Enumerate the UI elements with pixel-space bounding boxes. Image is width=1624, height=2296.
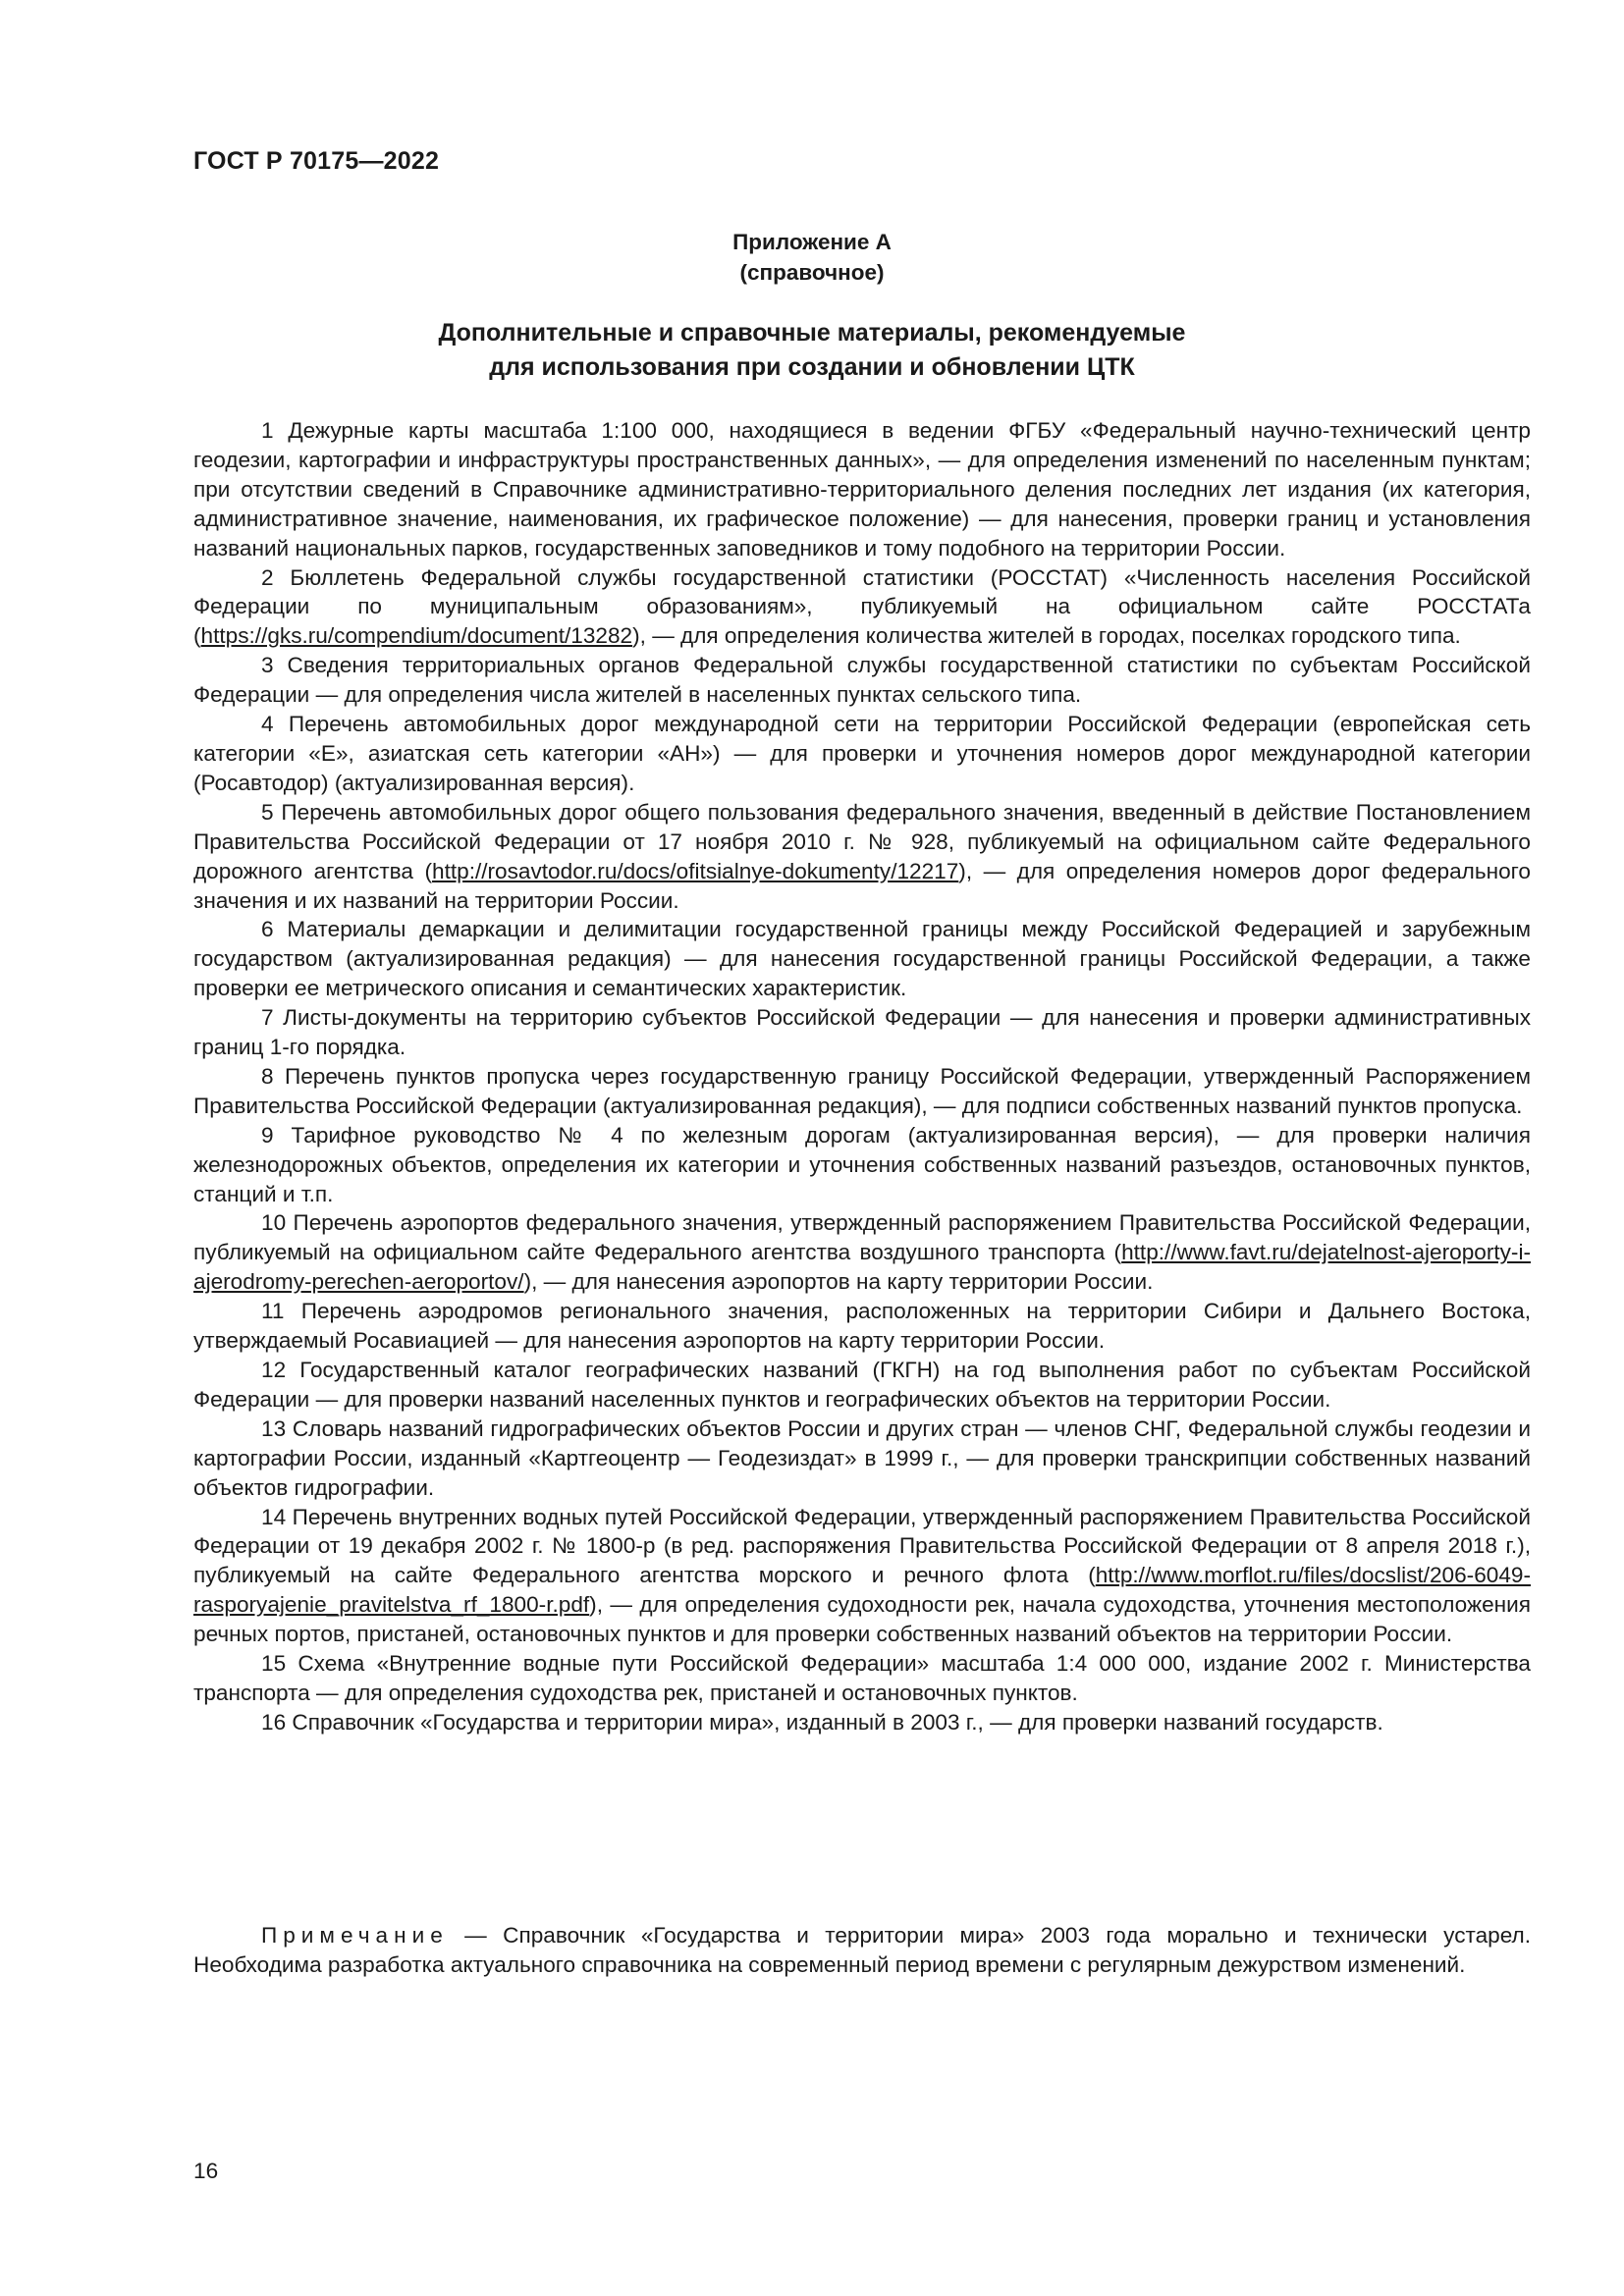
list-item-9: 9 Тарифное руководство № 4 по железным дорогам (актуализированная версия), — для проверки наличия железнодорожных объектов, определения их категории и уточнения собственных названий разъездов, остановочных пунктов, станций и т.п. (193, 1122, 1531, 1206)
rosstat-link[interactable]: https://gks.ru/compendium/document/13282 (200, 623, 633, 649)
note-label: Примечание (261, 1923, 449, 1948)
list-item-3: 3 Сведения территориальных органов Федеральной службы государственной статистики по субъектам Российской Федерации — для определения числа жителей в населенных пунктах сельского типа. (193, 653, 1531, 708)
list-item-2 (193, 563, 1531, 652)
list-item-2-text: 2 Бюллетень Федеральной службы государственной статистики (РОССТАТ) «Численность населения Российской Федерации по муниципальным образованиям», публикуемый на официальном сайте РОССТАТа ( (193, 564, 1531, 649)
list-item-2-text-end: ), — для определения количества жителей в городах, поселках городского типа. (632, 623, 1461, 649)
list-item-10 (193, 1208, 1531, 1297)
appendix-title-line-2: для использования при создании и обновлении ЦТК (489, 353, 1135, 381)
list-item-6: 6 Материалы демаркации и делимитации государственной границы между Российской Федерацией и зарубежным государством (актуализированная редакция) — для нанесения государственной границы Российской Федерации, а также проверки ее метрического описания и семантических характеристик. (193, 917, 1531, 1001)
appendix-title-line-1: Дополнительные и справочные материалы, рекомендуемые (438, 319, 1186, 347)
page-number: 16 (193, 2159, 219, 2183)
list-item-16: 16 Справочник «Государства и территории мира», изданный в 2003 г., — для проверки названий государств. (261, 1709, 1383, 1735)
appendix-kind: (справочное) (739, 260, 885, 285)
reference-list (193, 416, 1531, 1737)
note-paragraph (193, 1921, 1531, 1980)
list-item-10-text-end: ), — для нанесения аэропортов на карту территории России. (523, 1269, 1154, 1295)
list-item-14-text-end: ), — для определения судоходности рек, начала судоходства, уточнения местоположения речных портов, пристаней, остановочных пунктов и для проверки собственных названий объектов на территории России. (193, 1592, 1531, 1647)
note-text: — Справочник «Государства и территории мира» 2003 года морально и технически устарел. Необходима разработка актуального справочника на современный период времени с регулярным дежурством изменений. (193, 1923, 1531, 1977)
list-item-12: 12 Государственный каталог географических названий (ГКГН) на год выполнения работ по субъектам Российской Федерации — для проверки названий населенных пунктов и географических объектов на территории России. (193, 1358, 1531, 1412)
document-code: ГОСТ Р 70175—2022 (193, 147, 440, 175)
list-item-14 (193, 1503, 1531, 1650)
list-item-15: 15 Схема «Внутренние водные пути Российской Федерации» масштаба 1:4 000 000, издание 2002 г. Министерства транспорта — для определения судоходства рек, пристаней и остановочных пунктов. (193, 1651, 1531, 1705)
list-item-5 (193, 798, 1531, 916)
list-item-13: 13 Словарь названий гидрографических объектов России и других стран — членов СНГ, Федеральной службы геодезии и картографии России, изданный «Картгеоцентр — Геодезиздат» в 1999 г., — для проверки транскрипции собственных названий объектов гидрографии. (193, 1415, 1531, 1500)
appendix-title (193, 316, 1431, 385)
list-item-7: 7 Листы-документы на территорию субъектов Российской Федерации — для нанесения и проверки административных границ 1-го порядка. (193, 1005, 1531, 1060)
favt-link[interactable]: http://www.favt.ru/dejatelnost-ajeroporty-i-ajerodromy-perechen-aeroportov/ (193, 1240, 1531, 1295)
list-item-11: 11 Перечень аэродромов регионального значения, расположенных на территории Сибири и Дальнего Востока, утверждаемый Росавиацией — для нанесения аэропортов на карту территории России. (193, 1299, 1531, 1354)
appendix-heading (193, 227, 1431, 288)
list-item-1: 1 Дежурные карты масштаба 1:100 000, находящиеся в ведении ФГБУ «Федеральный научно-технический центр геодезии, картографии и инфраструктуры пространственных данных», — для определения изменений по населенным пунктам; при отсутствии сведений в Справочнике административно-территориального деления последних лет издания (их категория, административное значение, наименования, их графическое положение) — для нанесения, проверки границ и установления названий национальных парков, государственных заповедников и тому подобного на территории России. (193, 418, 1531, 561)
list-item-10-text: 10 Перечень аэропортов федерального значения, утвержденный распоряжением Правительства Российской Федерации, публикуемый на официальном сайте Федерального агентства воздушного транспорта ( (193, 1210, 1531, 1265)
list-item-5-text: 5 Перечень автомобильных дорог общего пользования федерального значения, введенный в действие Постановлением Правительства Российской Федерации от 17 ноября 2010 г. № 928, публикуемый на официальном сайте Федерального дорожного агентства ( (193, 799, 1531, 883)
list-item-4: 4 Перечень автомобильных дорог международной сети на территории Российской Федерации (европейская сеть категории «Е», азиатская сеть категории «АН») — для проверки и уточнения номеров дорог международной категории (Росавтодор) (актуализированная версия). (193, 712, 1531, 795)
list-item-8: 8 Перечень пунктов пропуска через государственную границу Российской Федерации, утвержденный Распоряжением Правительства Российской Федерации (актуализированная редакция), — для подписи собственных названий пунктов пропуска. (193, 1063, 1531, 1118)
list-item-5-text-end: ), — для определения номеров дорог федерального значения и их названий на территории России. (193, 858, 1531, 913)
appendix-label: Приложение А (732, 230, 892, 254)
rosavtodor-link[interactable]: http://rosavtodor.ru/docs/ofitsialnye-dokumenty/12217 (432, 858, 959, 883)
list-item-14-text: 14 Перечень внутренних водных путей Российской Федерации, утвержденный распоряжением Правительства Российской Федерации от 19 декабря 2002 г. № 1800-р (в ред. распоряжения Правительства Российской Федерации от 8 апреля 2018 г.), публикуемый на сайте Федерального агентства морского и речного флота ( (193, 1504, 1531, 1588)
morflot-link[interactable]: http://www.morflot.ru/files/docslist/206-6049-rasporyajenie_pravitelstva_rf_1800-r.pdf (193, 1563, 1531, 1618)
